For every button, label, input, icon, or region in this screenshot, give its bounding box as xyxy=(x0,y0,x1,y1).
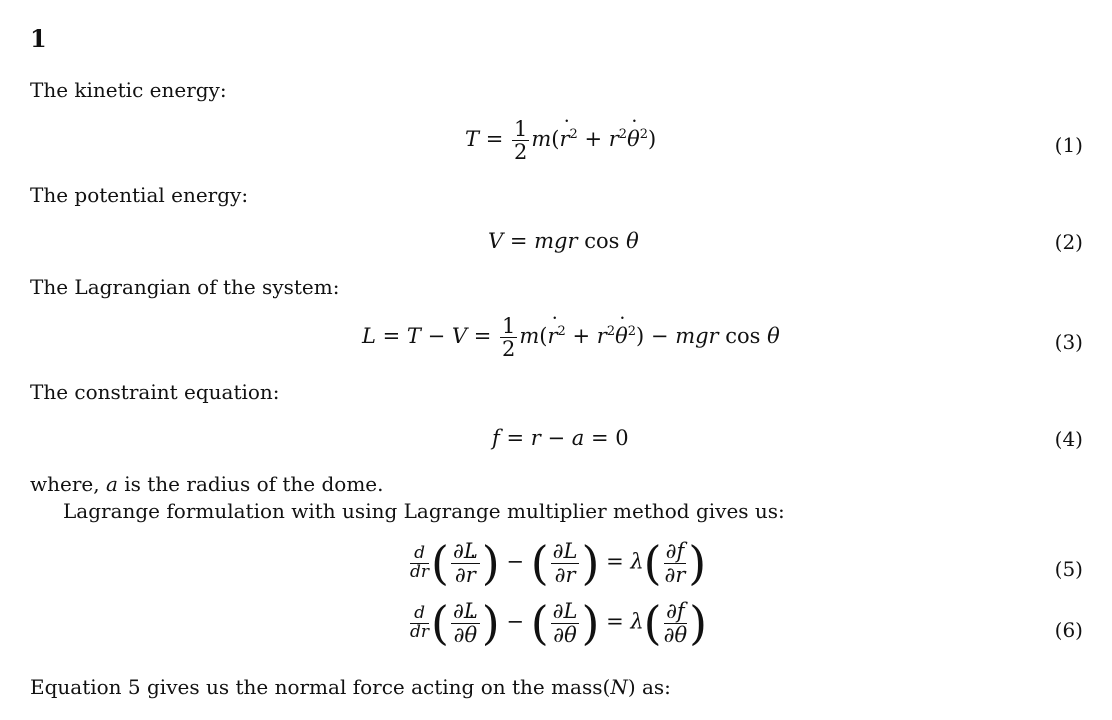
equation-6: $\frac{d}{dr}$ ( $\frac{\partial L}{\partial\theta}$ ˙ ) − ( $\frac{\partial L}{\partial\theta}$ ) = λ( $\frac{\partial f}{\partial\theta}$ ) xyxy=(408,600,707,646)
equation-number-6: (6) xyxy=(1054,618,1083,642)
normal-force-text: Equation 5 gives us the normal force acting on the mass(N) as: xyxy=(30,675,671,699)
equation-number-4: (4) xyxy=(1054,427,1083,451)
equation-number-3: (3) xyxy=(1054,330,1083,354)
lagrangian-label: The Lagrangian of the system: xyxy=(30,275,340,299)
equation-2: V = mgr cos θ xyxy=(488,229,639,253)
dome-radius-note: where, a is the radius of the dome. xyxy=(30,472,384,496)
equation-4: f = r − a = 0 xyxy=(492,426,629,450)
equation-1: T = $\frac{1}{2}$ m(r ˙$^2$ + $r^2\theta$ ˙$^2$) xyxy=(465,118,656,163)
equation-5: $\frac{d}{dr}$ ( $\frac{\partial L}{\partial r}$ ˙ ) − ( $\frac{\partial L}{\partial r}$ ) = λ( $\frac{\partial f}{\partial r}$ ) xyxy=(408,540,706,586)
section-number: 1 xyxy=(30,24,47,53)
formulation-text: Lagrange formulation with using Lagrange multiplier method gives us: xyxy=(63,499,785,523)
equation-number-5: (5) xyxy=(1054,557,1083,581)
equation-number-1: (1) xyxy=(1054,133,1083,157)
kinetic-energy-label: The kinetic energy: xyxy=(30,78,227,102)
potential-energy-label: The potential energy: xyxy=(30,183,249,207)
equation-number-2: (2) xyxy=(1054,230,1083,254)
equation-3: L = T − V = $\frac{1}{2}$ m(r ˙$^2$ + $r^2\theta$ ˙$^2$) − mgr cos θ xyxy=(362,315,780,360)
constraint-label: The constraint equation: xyxy=(30,380,280,404)
